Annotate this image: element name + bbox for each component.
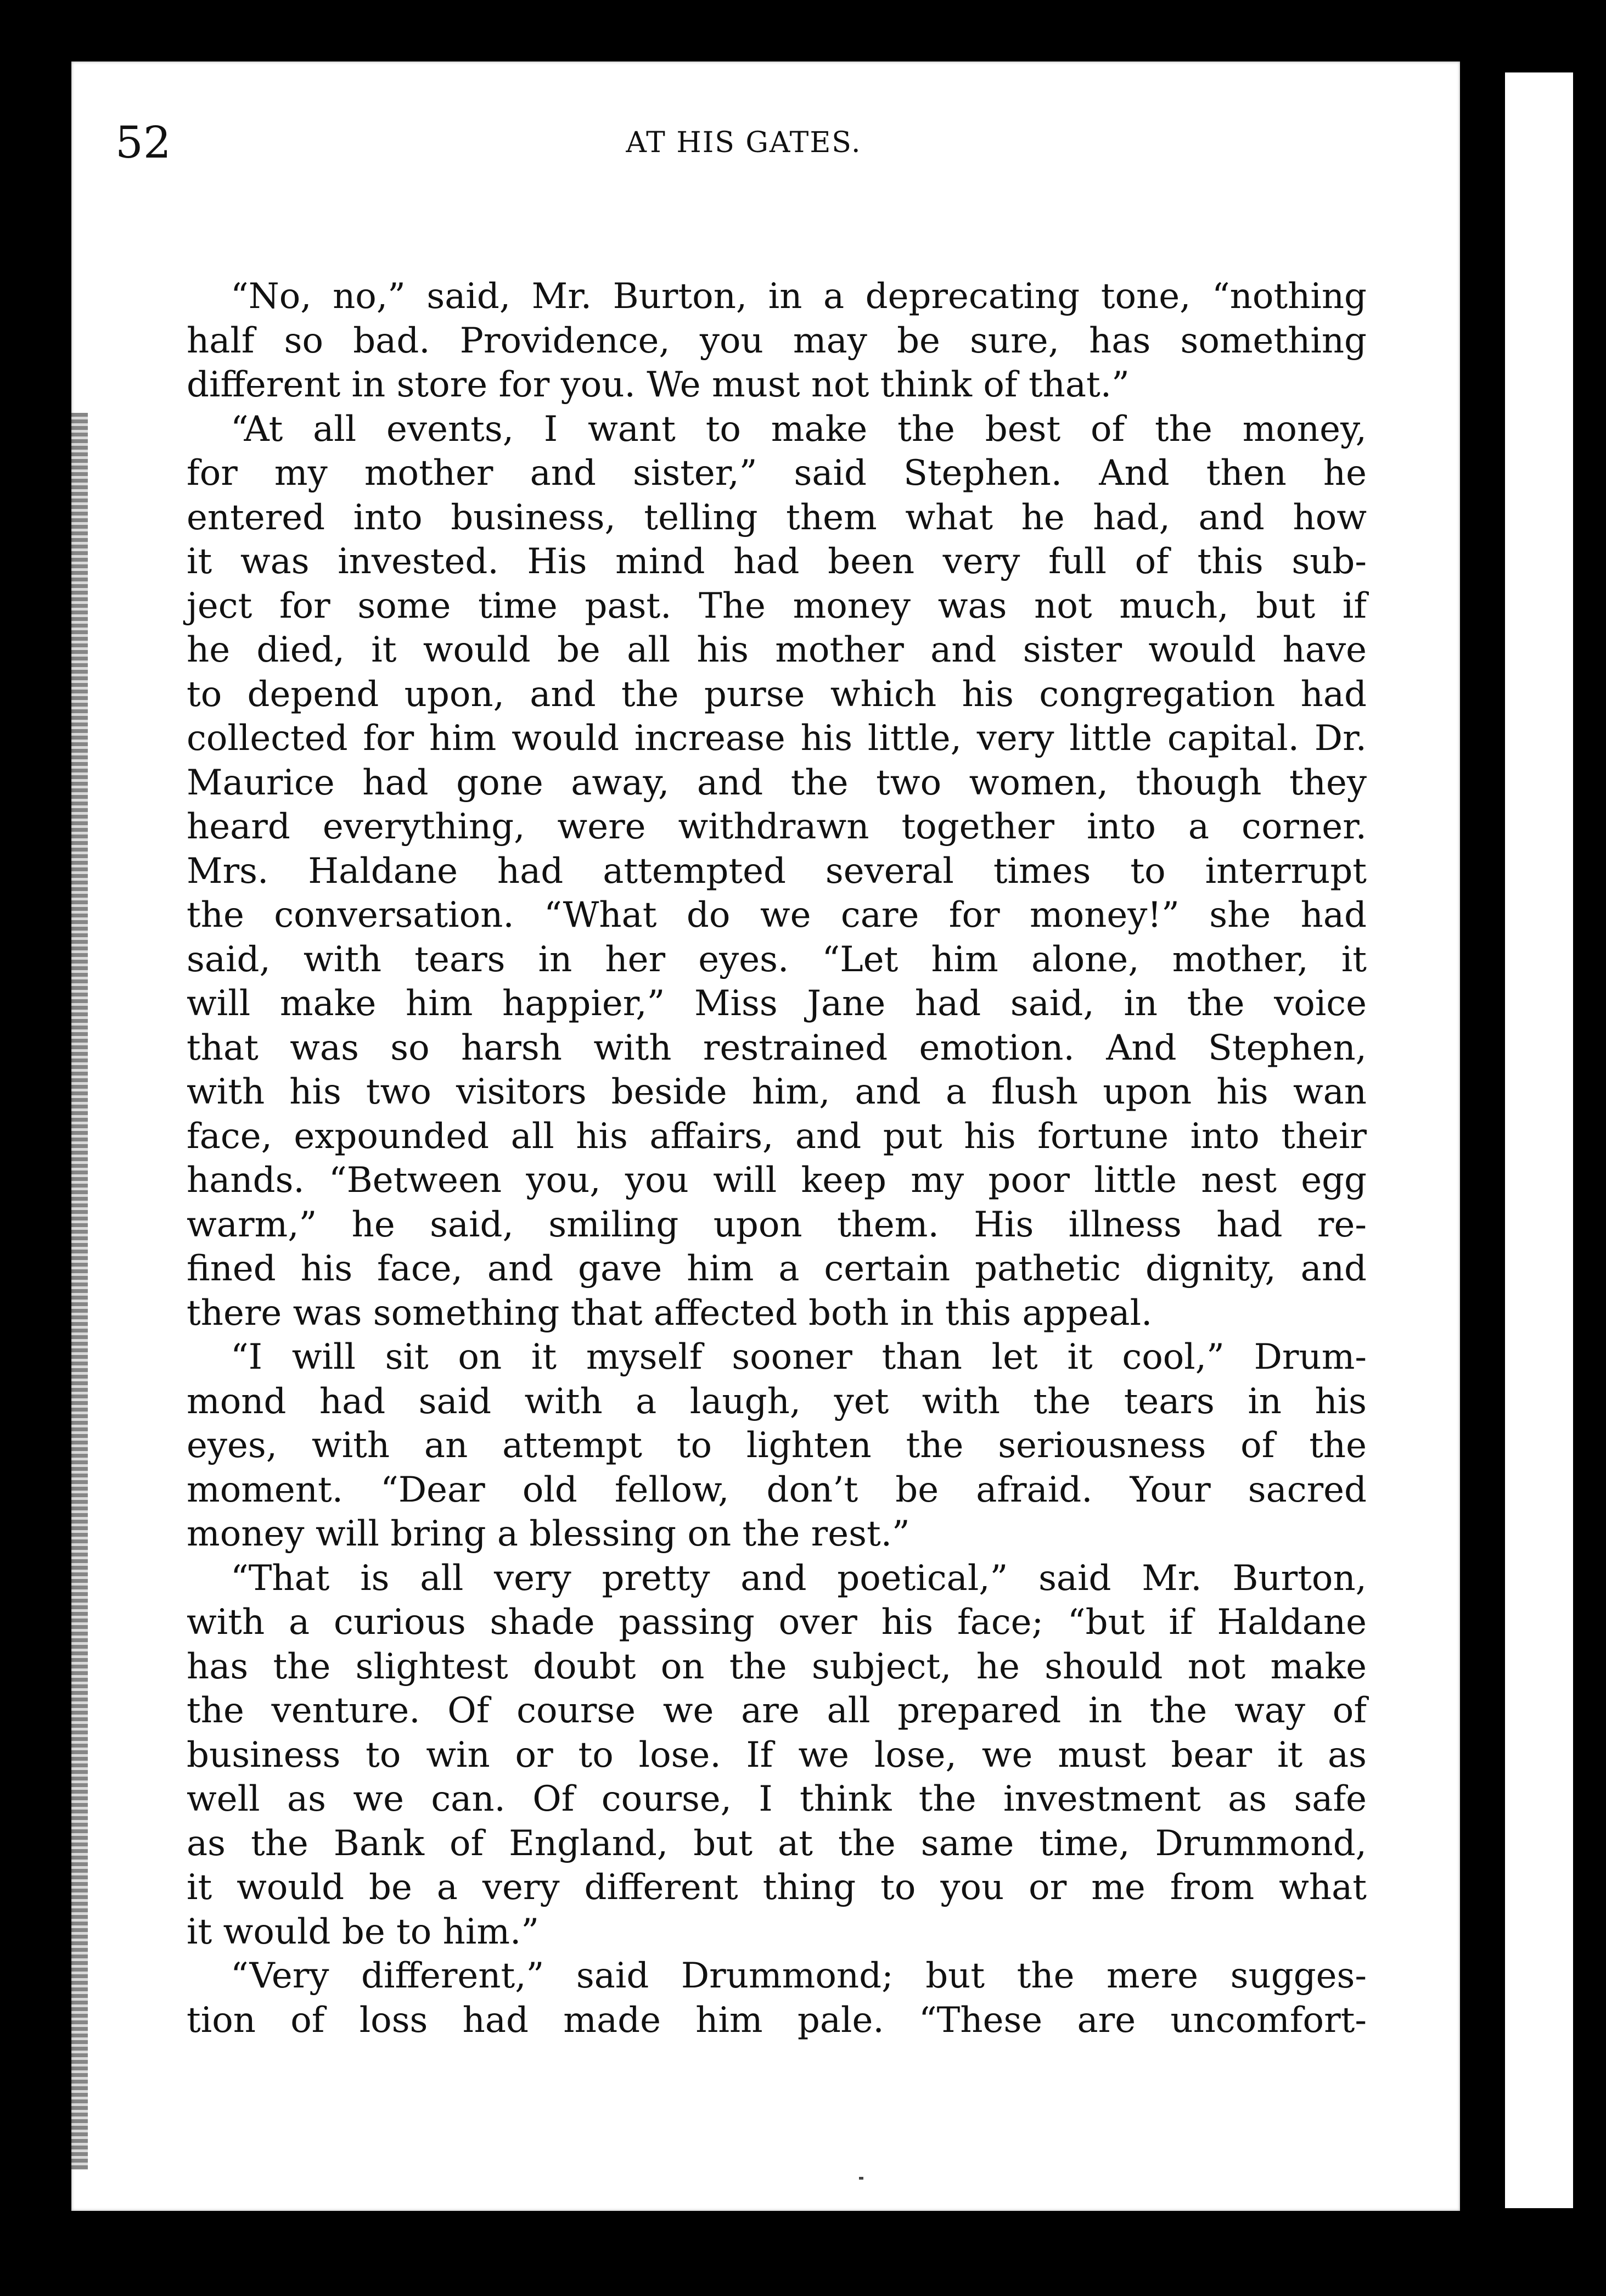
text-line: “At all events, I want to make the best of the money, xyxy=(231,408,1367,450)
text-line: different in store for you. We must not think of that.” xyxy=(187,365,1130,405)
text-line: as the Bank of England, but at the same time, Drummond, xyxy=(187,1823,1367,1864)
text-line: fined his face, and gave him a certain pathetic dignity, and xyxy=(187,1248,1367,1289)
text-line: “No, no,” said, Mr. Burton, in a deprecating tone, “nothing xyxy=(231,276,1367,317)
text-line: half so bad. Providence, you may be sure, has something xyxy=(187,320,1367,361)
text-line: it would be to him.” xyxy=(187,1911,540,1952)
page-number: 52 xyxy=(115,117,171,168)
text-line: collected for him would increase his little, very little capital. Dr. xyxy=(187,718,1367,759)
running-head xyxy=(115,113,1372,173)
text-line: mond had said with a laugh, yet with the tears in his xyxy=(187,1381,1367,1422)
text-line: the conversation. “What do we care for money!” she had xyxy=(187,895,1367,936)
text-line: “Very different,” said Drummond; but the mere sugges- xyxy=(231,1956,1367,1996)
text-line: warm,” he said, smiling upon them. His illness had re- xyxy=(187,1204,1367,1245)
text-line: said, with tears in her eyes. “Let him alone, mother, it xyxy=(187,939,1367,980)
text-line: with his two visitors beside him, and a flush upon his wan xyxy=(187,1072,1367,1112)
ink-speck xyxy=(859,2177,863,2180)
text-line: moment. “Dear old fellow, don’t be afraid. Your sacred xyxy=(187,1469,1367,1510)
text-line: entered into business, telling them what he had, and how xyxy=(187,497,1367,538)
text-line: eyes, with an attempt to lighten the seriousness of the xyxy=(187,1425,1367,1466)
facing-page-edge xyxy=(1505,72,1573,2208)
text-line: has the slightest doubt on the subject, he should not make xyxy=(187,1646,1367,1687)
text-line: it was invested. His mind had been very full of this sub- xyxy=(187,541,1367,582)
text-line: with a curious shade passing over his face; “but if Haldane xyxy=(187,1602,1367,1643)
text-line: tion of loss had made him pale. “These are uncomfort- xyxy=(187,2000,1367,2041)
text-line: well as we can. Of course, I think the investment as safe xyxy=(187,1779,1367,1819)
gutter-shadow xyxy=(71,413,88,2170)
running-title: AT HIS GATES. xyxy=(626,126,862,159)
text-line: face, expounded all his affairs, and put his fortune into their xyxy=(187,1116,1367,1157)
text-line: “I will sit on it myself sooner than let it cool,” Drum- xyxy=(231,1337,1367,1377)
text-line: Maurice had gone away, and the two women, though they xyxy=(187,762,1367,803)
text-line: ject for some time past. The money was not much, but if xyxy=(187,585,1367,626)
text-line: Mrs. Haldane had attempted several times to interrupt xyxy=(187,850,1367,892)
text-line: to depend upon, and the purse which his congregation had xyxy=(187,674,1367,715)
text-line: money will bring a blessing on the rest.” xyxy=(187,1514,910,1554)
text-line: hands. “Between you, you will keep my poor little nest egg xyxy=(187,1160,1367,1201)
text-line: business to win or to lose. If we lose, we must bear it as xyxy=(187,1734,1367,1776)
text-line: there was something that affected both in this appeal. xyxy=(187,1292,1153,1334)
text-line: that was so harsh with restrained emotion. And Stephen, xyxy=(187,1027,1367,1068)
text-line: he died, it would be all his mother and sister would have xyxy=(187,630,1367,670)
body-text xyxy=(187,275,1367,2042)
text-line: the venture. Of course we are all prepared in the way of xyxy=(187,1690,1367,1731)
text-line: “That is all very pretty and poetical,” said Mr. Burton, xyxy=(231,1558,1367,1599)
text-line: for my mother and sister,” said Stephen. And then he xyxy=(187,453,1367,494)
text-line: will make him happier,” Miss Jane had said, in the voice xyxy=(187,983,1367,1024)
text-line: it would be a very different thing to you or me from what xyxy=(187,1867,1367,1908)
text-line: heard everything, were withdrawn together into a corner. xyxy=(187,807,1367,847)
